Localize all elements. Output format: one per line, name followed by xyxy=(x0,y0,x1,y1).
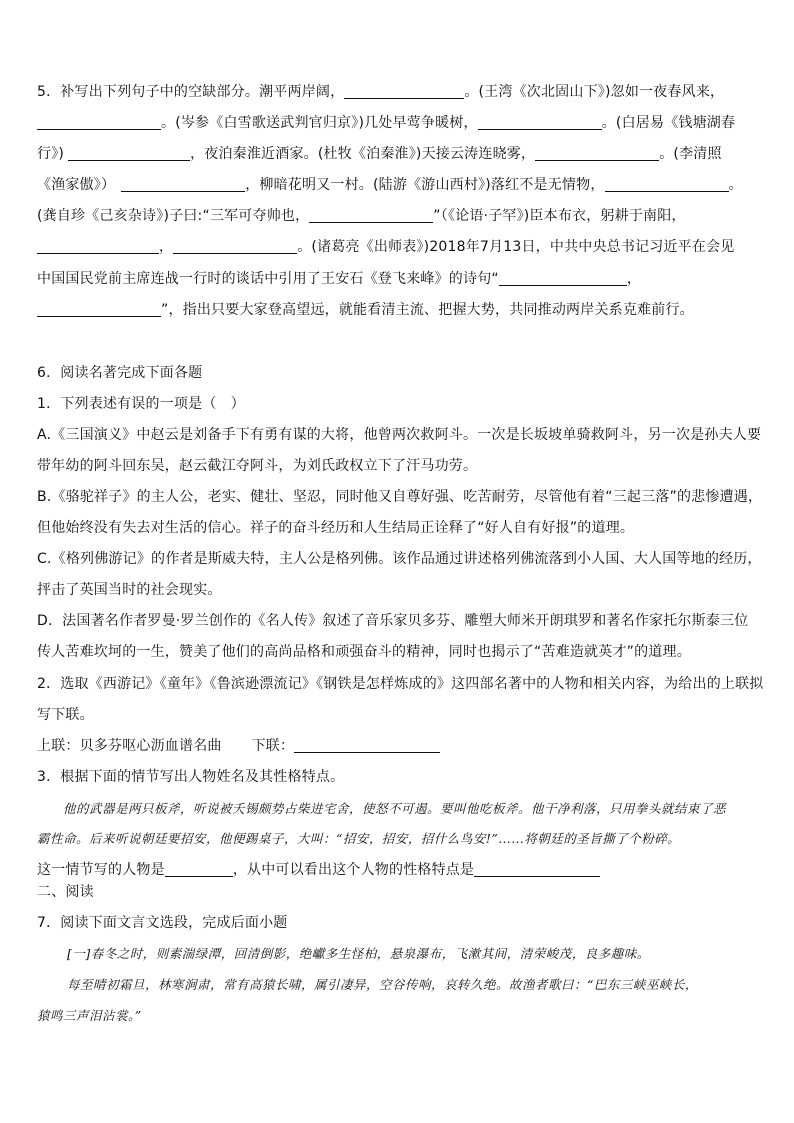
q5-line-6: ， 。(诸葛亮《出师表》)2018年7月13日，中共中央总书记习近平在会见 xyxy=(37,237,759,257)
character-name-blank[interactable] xyxy=(165,862,233,877)
section-heading: 二、阅读 xyxy=(37,884,94,900)
q5-line-8: ”，指出只要大家登高望远，就能看清主流、把握大势，共同推动两岸关系克难前行。 xyxy=(37,300,759,320)
couplet-upper: 上联：贝多芬呕心沥血谱名曲 xyxy=(37,738,222,754)
trait-blank[interactable] xyxy=(474,862,600,877)
answer-line: 这一情节写的人物是 ，从中可以看出这个人物的性格特点是 xyxy=(37,860,759,880)
fill-blank[interactable] xyxy=(344,84,464,99)
q6-sub3: 3．根据下面的情节写出人物姓名及其性格特点。 xyxy=(37,769,345,785)
excerpt-line-2: 霸性命。后来听说朝廷要招安，他便踢桌子，大叫：“招安，招安，招什么鸟安!”……将朝廷的圣旨撕了个粉碎。 xyxy=(37,831,681,846)
passage-line-2: 每至晴初霜旦，林寒涧肃，常有高猿长啸，属引凄异，空谷传响，哀转久绝。故渔者歌曰：“巴东三峡巫峡长， xyxy=(67,977,698,992)
option-b-line-2[interactable]: 但他始终没有失去对生活的信心。祥子的奋斗经历和人生结局正诠释了“好人自有好报”的道理。 xyxy=(37,520,635,536)
fill-blank[interactable] xyxy=(309,208,433,223)
option-a-line-1[interactable]: A.《三国演义》中赵云是刘备手下有勇有谋的大将，他曾两次救阿斗。一次是长坂坡单骑救阿斗，另一次是孙夫人要 xyxy=(37,427,762,443)
q5-line-1: 5．补写出下列句子中的空缺部分。潮平两岸阔， 。(王湾《次北固山下》)忽如一夜春风来， xyxy=(37,84,725,100)
q5-line-4: 《渔家傲》） ，柳暗花明又一村。(陆游《游山西村》)落红不是无情物， 。 xyxy=(37,177,743,193)
fill-blank[interactable] xyxy=(37,302,161,317)
fill-blank[interactable] xyxy=(37,239,159,254)
couplet-line xyxy=(37,736,759,756)
q6-title: 6．阅读名著完成下面各题 xyxy=(37,365,203,381)
q5-line-2: 。(岑参《白雪歌送武判官归京》)几处早莺争暖树， 。(白居易《钱塘湖春 xyxy=(37,113,759,133)
q6-sub2-line-1: 2．选取《西游记》《童年》《鲁滨逊漂流记》《钢铁是怎样炼成的》这四部名著中的人物和相关内容，为给出的上联拟 xyxy=(37,676,764,692)
fill-blank[interactable] xyxy=(68,146,190,161)
q5-line-5: (龚自珍《己亥杂诗》)子曰:“三军可夺帅也， ”（《论语·子罕》)臣本布衣，躬耕于南阳， xyxy=(37,208,686,224)
couplet-answer-blank[interactable] xyxy=(294,738,440,753)
q6-sub2-line-2: 写下联。 xyxy=(37,707,94,723)
passage-line-3: 猿鸣三声泪沾裳。” xyxy=(37,1008,142,1023)
option-d-line-1[interactable]: D．法国著名作者罗曼·罗兰创作的《名人传》叙述了音乐家贝多芬、雕塑大师米开朗琪罗和著名作家托尔斯泰三位 xyxy=(37,613,749,629)
excerpt-line-1: 他的武器是两只板斧，听说被夭锡颇势占柴进宅舍，使怒不可遏。要叫他吃板斧。他干净利落，只用拳头就结束了恶 xyxy=(63,801,727,816)
fill-blank[interactable] xyxy=(121,177,245,192)
q5-line-7: 中国国民党前主席连战一行时的谈话中引用了王安石《登飞来峰》的诗句“ ， xyxy=(37,271,642,287)
fill-blank[interactable] xyxy=(535,146,659,161)
fill-blank[interactable] xyxy=(499,271,627,286)
passage-line-1: [一]春冬之时，则素湍绿潭，回清倒影，绝巘多生怪柏，悬泉瀑布，飞漱其间，清荣峻茂，良多趣味。 xyxy=(67,946,650,961)
option-d-line-2[interactable]: 传人苦难坎坷的一生，赞美了他们的高尚品格和顽强奋斗的精神，同时也揭示了“苦难造就英才”的道理。 xyxy=(37,644,691,660)
option-c-line-1[interactable]: C.《格列佛游记》的作者是斯威夫特，主人公是格列佛。该作品通过讲述格列佛流落到小人国、大人国等地的经历， xyxy=(37,551,762,567)
fill-blank[interactable] xyxy=(173,239,297,254)
option-c-line-2[interactable]: 抨击了英国当时的社会现实。 xyxy=(37,582,222,598)
option-b-line-1[interactable]: B.《骆驼祥子》的主人公，老实、健壮、坚忍，同时他又自尊好强、吃苦耐劳，尽管他有着“三起三落”的悲惨遭遇， xyxy=(37,489,763,505)
fill-blank[interactable] xyxy=(605,177,729,192)
fill-blank[interactable] xyxy=(37,115,161,130)
fill-blank[interactable] xyxy=(478,115,602,130)
q6-sub1: 1．下列表述有误的一项是（ ） xyxy=(37,396,245,412)
option-a-line-2[interactable]: 带年幼的阿斗回东吴，赵云截江夺阿斗，为刘氏政权立下了汗马功劳。 xyxy=(37,458,478,474)
q5-line-3: 行》) ，夜泊秦淮近酒家。(杜牧《泊秦淮》)天接云涛连晓雾， 。(李清照 xyxy=(37,146,722,162)
couplet-lower-label: 下联： xyxy=(251,738,295,754)
q7-title: 7．阅读下面文言文选段，完成后面小题 xyxy=(37,915,288,931)
